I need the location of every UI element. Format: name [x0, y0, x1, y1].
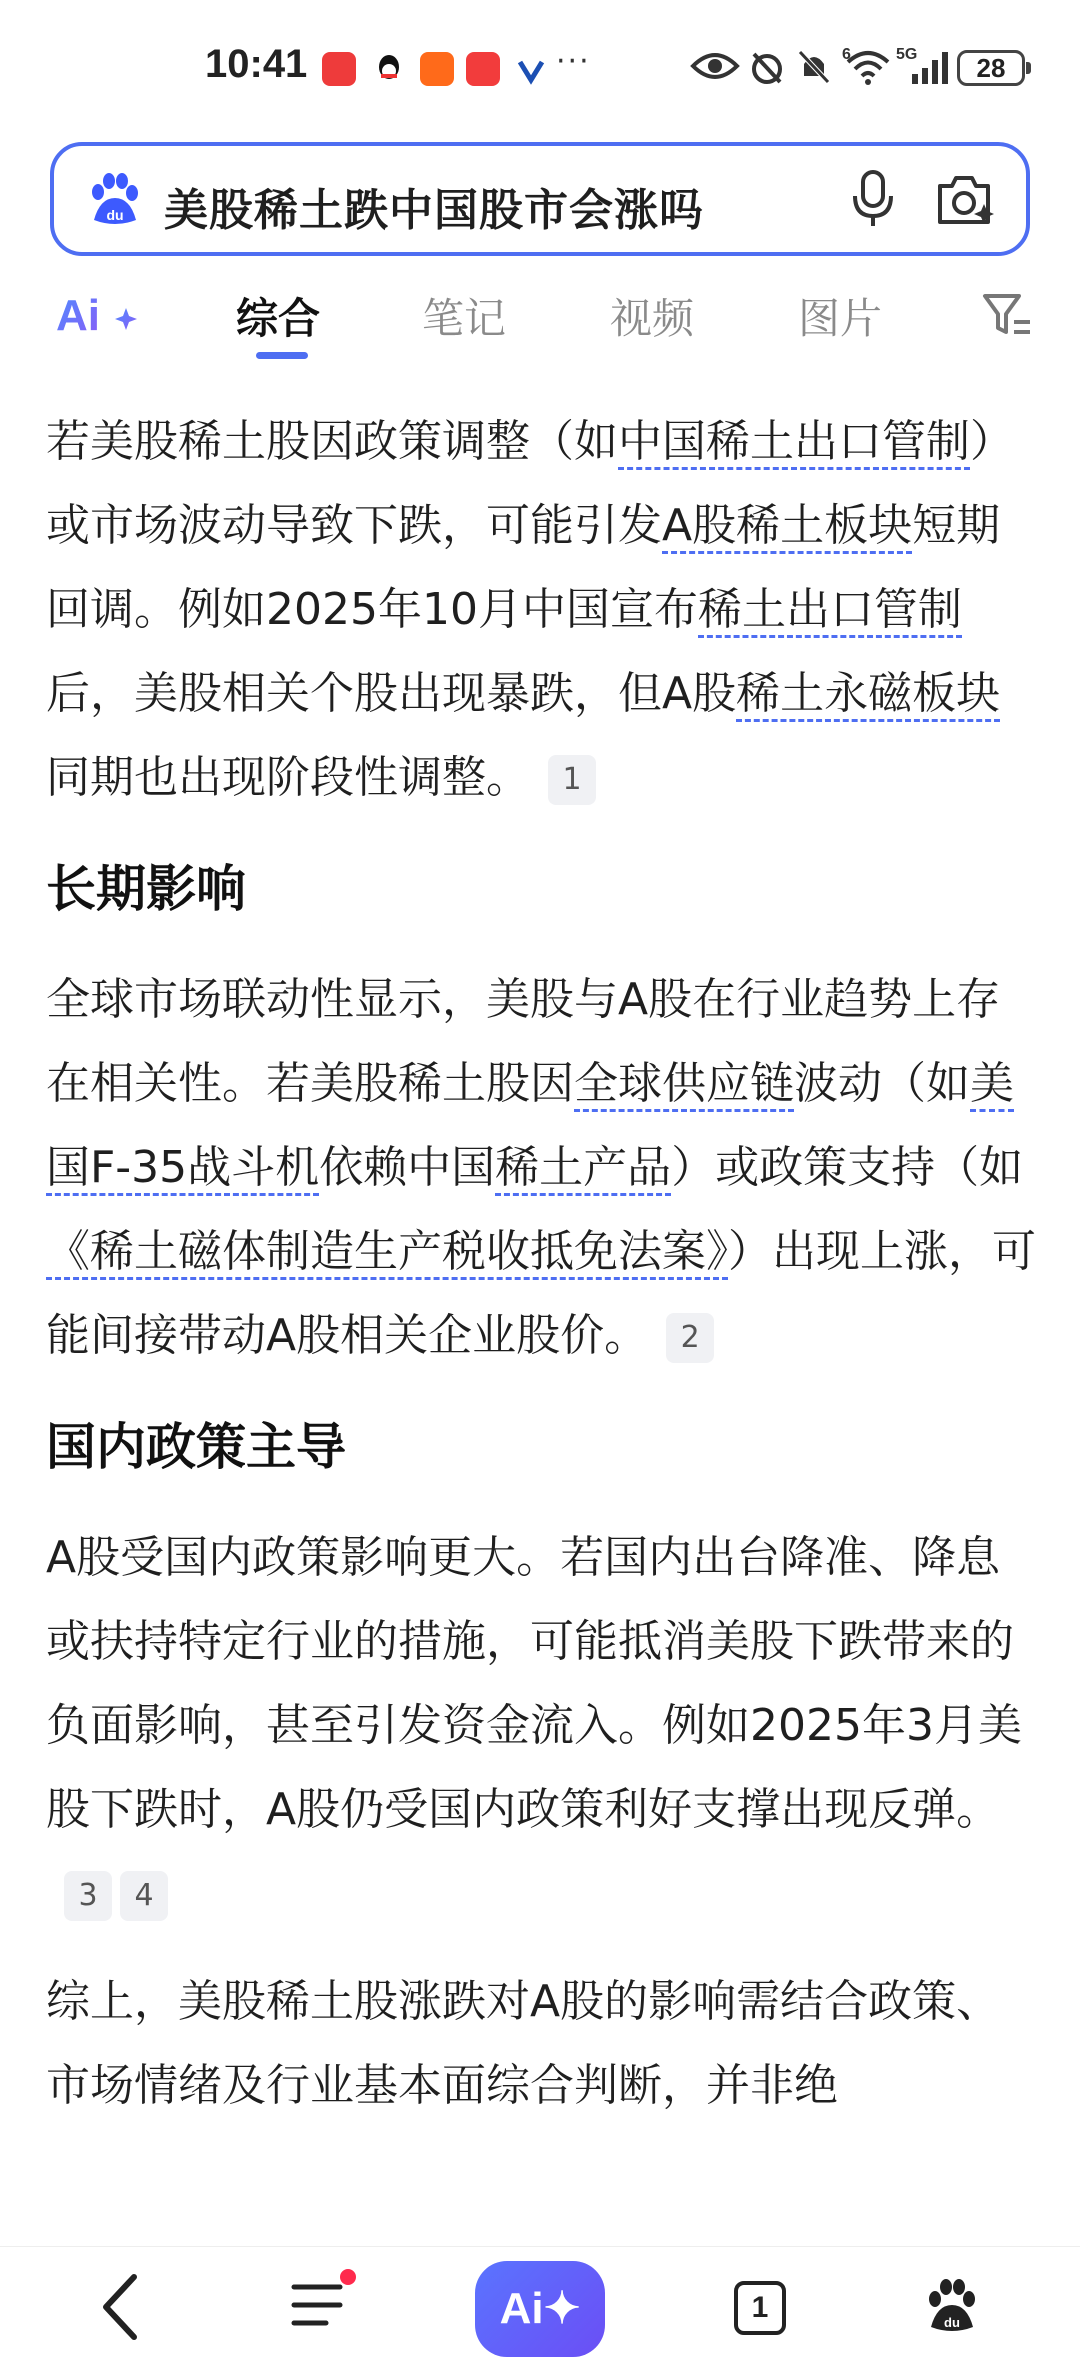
menu-icon[interactable] [290, 2275, 346, 2335]
svg-text:du: du [944, 2315, 960, 2330]
ai-button-label: Ai✦ [499, 2284, 581, 2333]
citation-badge[interactable]: 4 [120, 1871, 168, 1921]
link-term[interactable]: 美国F-35战斗机 [46, 1058, 1014, 1196]
tab-comprehensive[interactable]: 综合 [236, 294, 321, 343]
svg-text:du: du [106, 207, 124, 223]
tab-images[interactable]: 图片 [798, 294, 883, 343]
link-term[interactable]: 稀土出口管制 [698, 584, 962, 638]
back-arrow-icon[interactable] [98, 2271, 142, 2343]
tab-notes[interactable]: 笔记 [422, 294, 507, 343]
paragraph-summary: 综上，美股稀土股涨跌对A股的影响需结合政策、市场情绪及行业基本面综合判断，并非绝 [46, 1976, 1001, 2111]
link-term[interactable]: 全球供应链 [574, 1058, 794, 1112]
svg-text:Ai: Ai [56, 291, 100, 340]
search-bar[interactable] [50, 142, 1030, 256]
text-segment: ）或政策支持（如 [671, 1142, 1024, 1193]
status-bar [0, 0, 1080, 130]
link-term[interactable]: A股稀土板块 [662, 500, 912, 554]
link-term[interactable]: 稀土永磁板块 [736, 668, 1000, 722]
wifi-6-label: 6 [842, 46, 851, 63]
more-notifications-icon: ··· [556, 44, 591, 79]
link-term[interactable]: 中国稀土出口管制 [618, 416, 970, 470]
citation-badge[interactable]: 3 [64, 1871, 112, 1921]
text-segment: 全球市场联动性显示，美股与A股在行业趋势上存在相关性。若美股稀土股因 [46, 974, 1001, 1109]
camera-search-icon[interactable] [934, 170, 996, 230]
vivo-app-icon [514, 52, 548, 86]
text-segment: 波动（如 [794, 1058, 970, 1109]
qq-app-icon [372, 52, 406, 86]
news-app-icon [420, 52, 454, 86]
ai-assistant-button[interactable] [475, 2261, 605, 2357]
mute-bell-icon [796, 48, 832, 86]
section-heading-domestic-policy: 国内政策主导 [46, 1418, 346, 1476]
search-query[interactable]: 美股稀土跌中国股市会涨吗 [164, 185, 704, 236]
wifi-icon [846, 48, 890, 86]
huawei-app-icon [322, 52, 356, 86]
bottom-navigation [0, 2246, 1080, 2376]
notification-dot [340, 2269, 356, 2285]
baidu-paw-icon [84, 170, 144, 230]
section-heading-long-term: 长期影响 [46, 860, 246, 918]
paragraph-short-term [46, 400, 1036, 820]
tab-switcher-button[interactable]: 1 [734, 2281, 786, 2335]
text-segment: 依赖中国 [319, 1142, 496, 1193]
citation-badge[interactable]: 2 [666, 1313, 714, 1363]
5g-label: 5G [896, 46, 918, 63]
text-segment: ）或市场波动导致下跌，可能引发 [46, 416, 1014, 551]
text-segment: A股受国内政策影响更大。若国内出台降准、降息或扶持特定行业的措施，可能抵消美股下跌带来的负面影响，甚至引发资金流入。例如2025年3月美股下跌时，A股仍受国内政策利好支撑出现反弹。 [46, 1532, 1022, 1835]
baidu-home-icon[interactable] [925, 2277, 979, 2335]
paragraph-long-term [46, 958, 1036, 1378]
text-segment: 若美股稀土股因政策调整（如 [46, 416, 618, 467]
link-term[interactable]: 《稀土磁体制造生产税收抵免法案》 [46, 1226, 728, 1280]
text-segment: 后，美股相关个股出现暴跌，但A股 [46, 668, 737, 719]
link-term[interactable]: 稀土产品 [495, 1142, 671, 1196]
text-segment: 短期回调。例如2025年10月中国宣布 [46, 500, 1001, 635]
battery-indicator: 28 [957, 50, 1025, 86]
ai-answer-content [46, 400, 1036, 2128]
filter-icon[interactable] [982, 292, 1032, 340]
eye-icon [690, 48, 740, 84]
microphone-icon[interactable] [849, 168, 897, 230]
tab-video[interactable]: 视频 [610, 294, 695, 343]
alarm-off-icon [748, 48, 786, 86]
video-app-icon [466, 52, 500, 86]
signal-icon [910, 48, 950, 86]
text-segment: ）出现上涨，可能间接带动A股相关企业股价。 [46, 1226, 1036, 1361]
citation-badge[interactable]: 1 [548, 755, 596, 805]
paragraph-domestic-policy [46, 1516, 1036, 1936]
ai-logo-icon[interactable] [56, 286, 146, 342]
text-segment: 同期也出现阶段性调整。 [46, 752, 530, 803]
status-time: 10:41 [205, 42, 308, 86]
active-tab-indicator [256, 352, 308, 359]
search-tabs [0, 272, 1080, 362]
